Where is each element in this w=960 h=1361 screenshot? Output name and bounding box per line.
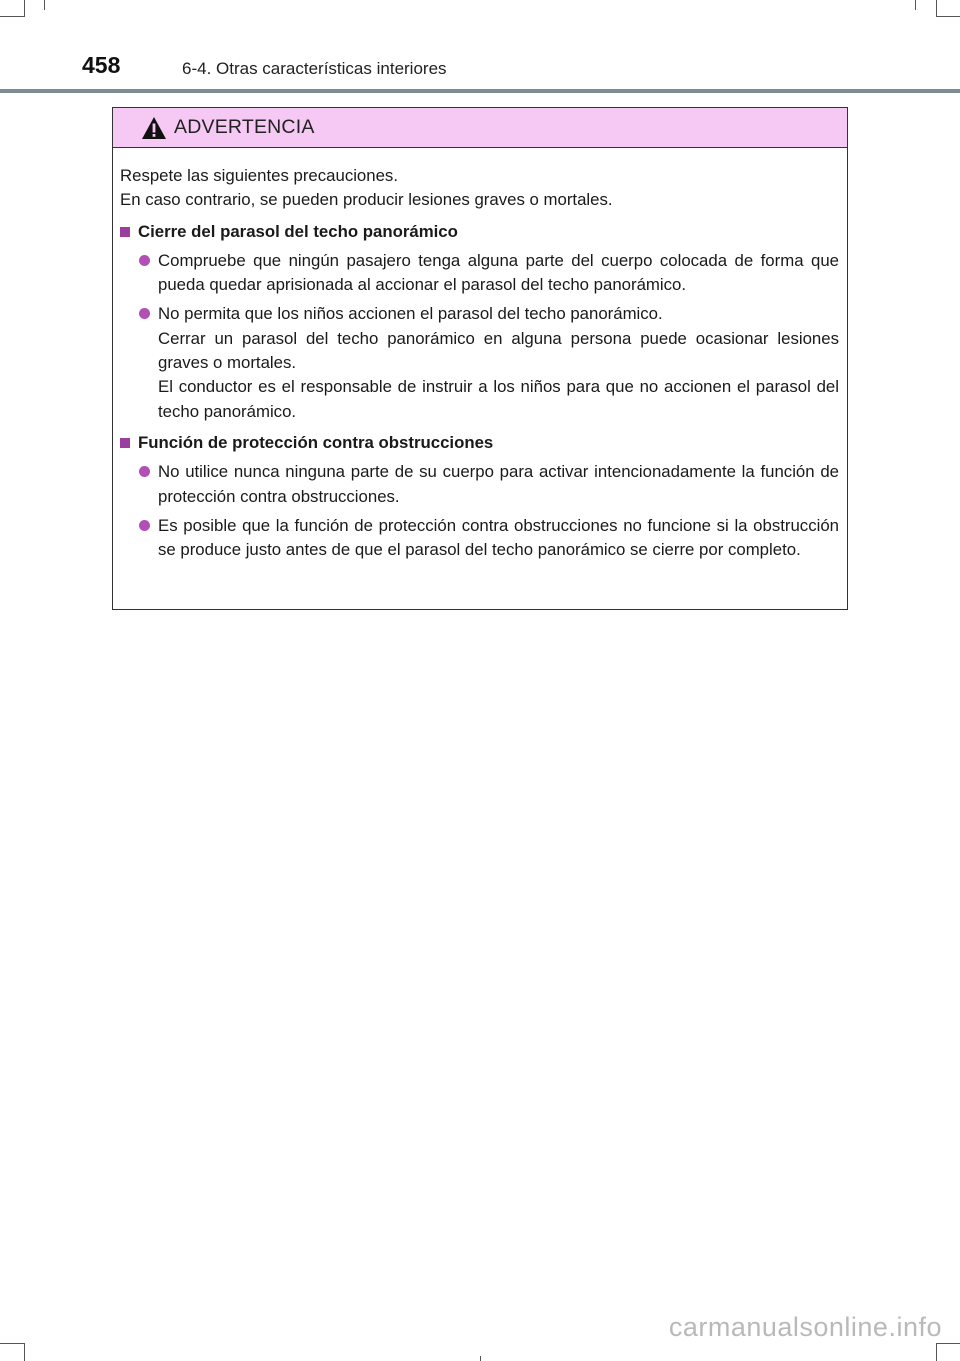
subsection-heading-text: Función de protección contra obstrucciones <box>138 432 494 452</box>
warning-header <box>113 108 847 148</box>
list-item-paragraph: Compruebe que ningún pasajero tenga alguna parte del cuerpo colocada de forma que pueda quedar aprisionada al accionar el parasol del techo panorámico. <box>158 250 839 295</box>
subsection-heading-text: Cierre del parasol del techo panorámico <box>138 221 458 241</box>
crop-mark <box>480 1356 481 1361</box>
list-item <box>120 460 840 509</box>
crop-mark <box>936 16 960 17</box>
intro-line: En caso contrario, se pueden producir lesiones graves o mortales. <box>120 190 613 210</box>
warning-intro <box>120 164 840 213</box>
warning-box <box>112 107 848 610</box>
square-bullet-icon <box>120 227 130 237</box>
crop-mark <box>936 1343 960 1344</box>
crop-mark <box>0 16 24 17</box>
header-divider <box>0 89 960 93</box>
circle-bullet-icon <box>139 255 150 266</box>
warning-triangle-icon <box>141 116 167 140</box>
crop-mark <box>24 0 25 17</box>
intro-line: Respete las siguientes precauciones. <box>120 166 398 185</box>
crop-mark <box>936 0 937 17</box>
warning-title: ADVERTENCIA <box>174 116 315 138</box>
section-title: 6-4. Otras características interiores <box>182 59 447 78</box>
list-item-text <box>158 460 840 509</box>
list-item-text <box>158 302 840 423</box>
square-bullet-icon <box>120 438 130 448</box>
subsection-heading <box>120 220 840 244</box>
list-item-text <box>158 249 840 298</box>
watermark: carmanualsonline.info <box>668 1312 942 1342</box>
list-item-paragraph: No permita que los niños accionen el parasol del techo panorámico. <box>158 304 663 324</box>
page-number: 458 <box>82 52 121 78</box>
list-item-paragraph: Cerrar un parasol del techo panorámico en alguna persona puede ocasionar lesiones graves o mortales. <box>158 328 839 373</box>
list-item-text <box>158 514 840 563</box>
crop-mark <box>24 1343 25 1361</box>
list-item <box>120 249 840 298</box>
warning-body <box>113 148 847 562</box>
crop-mark <box>936 1343 937 1361</box>
circle-bullet-icon <box>139 466 150 477</box>
list-item <box>120 302 840 423</box>
list-item-paragraph: Es posible que la función de protección contra obstrucciones no funcione si la obstrucción se produce justo antes de que el parasol del techo panorámico se cierre por completo. <box>158 515 839 560</box>
crop-mark <box>915 0 916 10</box>
circle-bullet-icon <box>139 520 150 531</box>
circle-bullet-icon <box>139 308 150 319</box>
subsection-obstruction-protection <box>120 431 840 562</box>
crop-mark <box>0 1343 24 1344</box>
list-item <box>120 514 840 563</box>
subsection-heading <box>120 431 840 455</box>
list-item-paragraph: El conductor es el responsable de instruir a los niños para que no accionen el parasol del techo panorámico. <box>158 377 839 421</box>
subsection-sunshade-closing <box>120 220 840 424</box>
list-item-paragraph: No utilice nunca ninguna parte de su cuerpo para activar intencionadamente la función de protección contra obstrucciones. <box>158 462 839 506</box>
crop-mark <box>44 0 45 10</box>
